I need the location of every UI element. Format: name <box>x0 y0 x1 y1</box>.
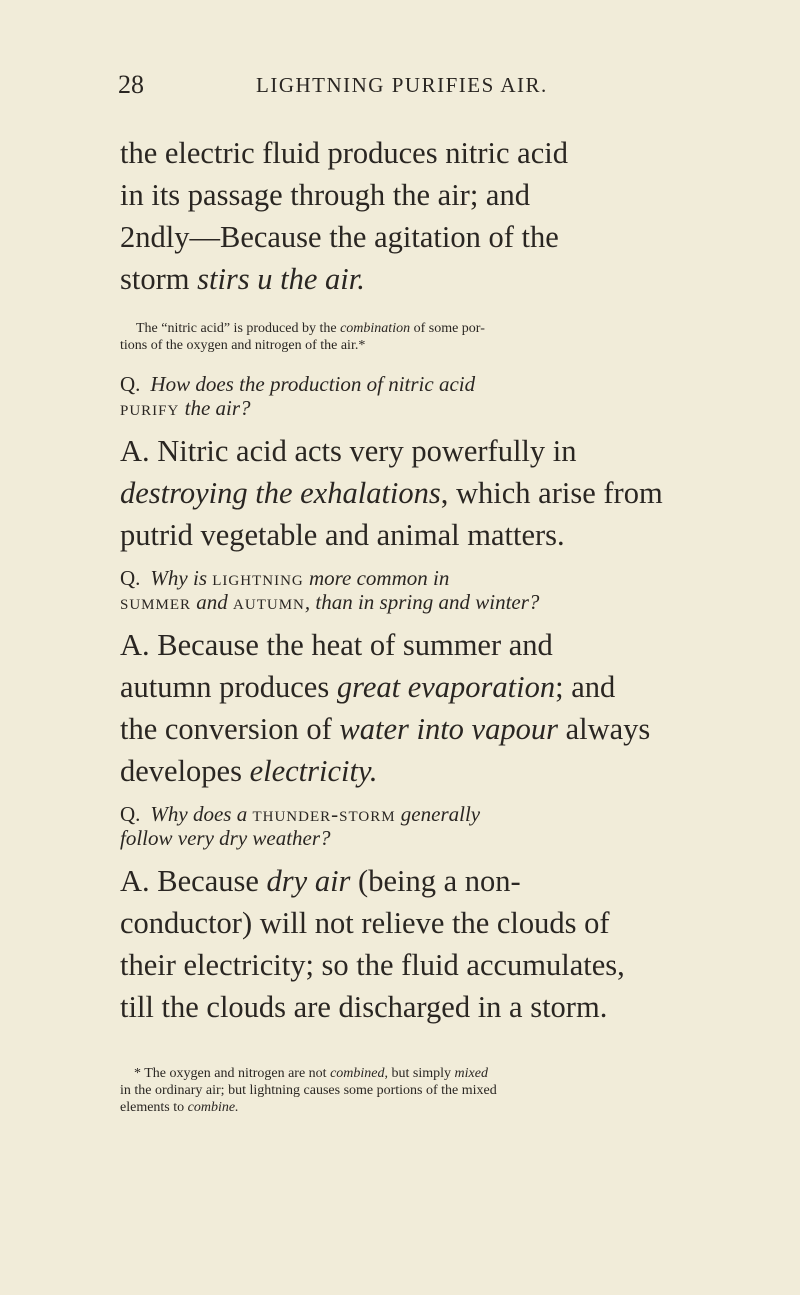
text-span: combined <box>330 1066 385 1081</box>
text-span: stirs u <box>197 262 273 296</box>
text-line: the electric fluid produces nitric acid <box>120 136 568 170</box>
text-span: Nitric acid acts very powerfully in <box>149 434 577 468</box>
text-span: autumn produces <box>120 670 337 704</box>
text-span: Because <box>149 864 267 898</box>
answer-2 <box>120 624 760 666</box>
text-span: Why does a <box>150 802 253 826</box>
text-line: in its passage through the air; and <box>120 178 530 212</box>
text-span: elements to <box>120 1100 188 1115</box>
text-span: of some por- <box>410 321 485 336</box>
text-span: , than in spring and winter? <box>304 590 540 614</box>
text-span: purify <box>120 396 180 420</box>
text-span: dry air <box>266 864 351 898</box>
question-label: Q. <box>120 372 141 396</box>
text-span: mixed <box>454 1066 488 1081</box>
text-span: combine. <box>187 1100 239 1115</box>
text-span: ; and <box>555 670 616 704</box>
page-body <box>120 132 760 1028</box>
question-1-cont <box>120 396 760 420</box>
question-1 <box>120 372 760 396</box>
footnote-line: in the ordinary air; but lightning causes some portions of the mixed <box>120 1083 497 1098</box>
text-span: , but simply <box>384 1066 455 1081</box>
text-span: always <box>557 712 651 746</box>
text-span: electricity. <box>249 754 378 788</box>
text-span: * The oxygen and nitrogen are not <box>134 1066 331 1081</box>
text-span: storm <box>120 262 198 296</box>
question-2-cont <box>120 590 760 614</box>
text-span: and <box>191 590 234 614</box>
question-3-cont: follow very dry weather? <box>120 826 331 850</box>
footnote-line <box>120 1065 760 1082</box>
text-span: , which arise from <box>440 476 663 510</box>
page-header <box>118 70 758 110</box>
text-span: generally <box>395 802 481 826</box>
text-span: destroying the exhalations <box>120 476 441 510</box>
text-span: more common in <box>303 566 450 590</box>
answer-label: A. <box>120 628 150 662</box>
text-span: the conversion of <box>120 712 340 746</box>
text-span: How does the production of nitric acid <box>150 372 476 396</box>
answer-label: A. <box>120 864 150 898</box>
text-span: developes <box>120 754 250 788</box>
question-label: Q. <box>120 566 141 590</box>
text-span: The “nitric acid” is produced by the <box>136 321 341 336</box>
text-span: (being a non- <box>350 864 521 898</box>
question-2 <box>120 566 760 590</box>
text-line <box>120 258 760 300</box>
question-label: Q. <box>120 802 141 826</box>
text-span: Because the heat of summer and <box>149 628 553 662</box>
answer-1 <box>120 430 760 472</box>
footnote <box>120 1065 760 1116</box>
text-span: great evaporation <box>336 670 556 704</box>
answer-3-cont: conductor) will not relieve the clouds of <box>120 906 610 940</box>
question-3 <box>120 802 760 826</box>
text-span: combination <box>340 321 411 336</box>
footnote-line <box>120 1099 760 1116</box>
text-span: water into vapour <box>339 712 558 746</box>
answer-2-cont <box>120 750 760 792</box>
running-title: LIGHTNING PURIFIES AIR. <box>256 73 548 97</box>
text-line: 2ndly—Because the agitation of the <box>120 220 559 254</box>
answer-3-cont: till the clouds are discharged in a storm. <box>120 990 608 1024</box>
answer-1-cont <box>120 472 760 514</box>
answer-label: A. <box>120 434 150 468</box>
answer-3 <box>120 860 760 902</box>
note-line: tions of the oxygen and nitrogen of the air.* <box>120 338 366 353</box>
answer-3-cont: their electricity; so the fluid accumulates, <box>120 948 625 982</box>
text-span: Why is <box>150 566 213 590</box>
text-span: summer <box>120 590 192 614</box>
text-span: the air. <box>280 262 365 296</box>
text-span: lightning <box>212 566 304 590</box>
answer-2-cont <box>120 708 760 750</box>
note-line <box>120 320 760 337</box>
page-number: 28 <box>118 70 144 99</box>
text-span: thunder-storm <box>252 802 396 826</box>
answer-1-cont: putrid vegetable and animal matters. <box>120 518 565 552</box>
text-span: autumn <box>233 590 305 614</box>
answer-2-cont <box>120 666 760 708</box>
text-span: the air? <box>179 396 251 420</box>
